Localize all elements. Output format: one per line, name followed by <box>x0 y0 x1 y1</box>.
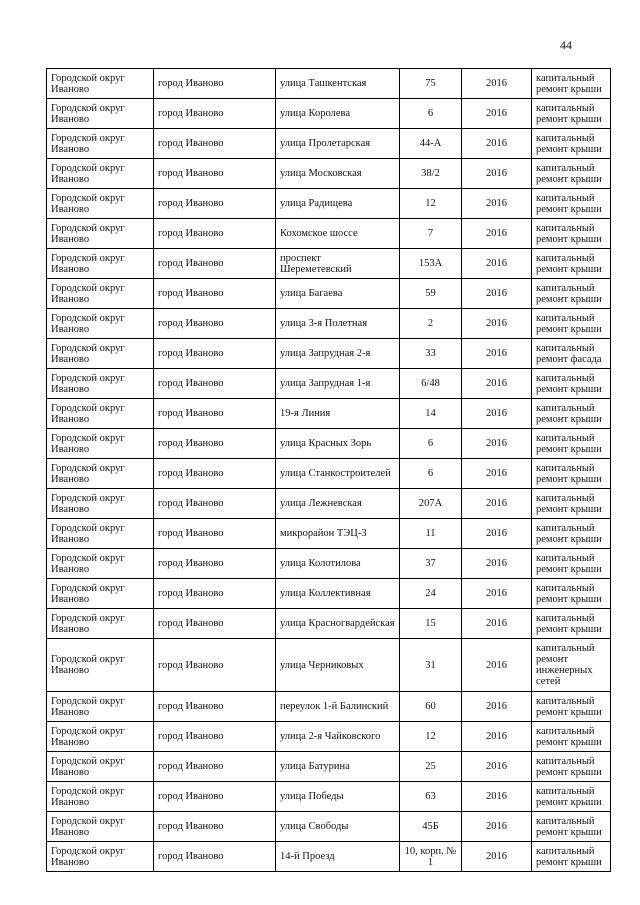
year-cell: 2016 <box>462 399 532 429</box>
year-cell: 2016 <box>462 519 532 549</box>
municipal-district-cell: Городской округ Иваново <box>47 309 154 339</box>
settlement-cell: город Иваново <box>154 189 276 219</box>
work-type-cell: капитальный ремонт крыши <box>532 549 611 579</box>
street-cell: улица Лежневская <box>276 489 400 519</box>
year-cell: 2016 <box>462 159 532 189</box>
settlement-cell: город Иваново <box>154 279 276 309</box>
municipal-district-cell: Городской округ Иваново <box>47 159 154 189</box>
table-row <box>47 249 611 279</box>
street-cell: 19-я Линия <box>276 399 400 429</box>
table-row <box>47 609 611 639</box>
year-cell: 2016 <box>462 249 532 279</box>
work-type-cell: капитальный ремонт крыши <box>532 249 611 279</box>
table-row <box>47 399 611 429</box>
municipal-district-cell: Городской округ Иваново <box>47 842 154 872</box>
house-number-cell: 45Б <box>400 812 462 842</box>
year-cell: 2016 <box>462 189 532 219</box>
table-row <box>47 782 611 812</box>
house-number-cell: 2 <box>400 309 462 339</box>
year-cell: 2016 <box>462 722 532 752</box>
year-cell: 2016 <box>462 219 532 249</box>
work-type-cell: капитальный ремонт крыши <box>532 219 611 249</box>
house-number-cell: 24 <box>400 579 462 609</box>
house-number-cell: 38/2 <box>400 159 462 189</box>
work-type-cell: капитальный ремонт крыши <box>532 399 611 429</box>
street-cell: улица Красных Зорь <box>276 429 400 459</box>
house-number-cell: 44-А <box>400 129 462 159</box>
house-number-cell: 12 <box>400 722 462 752</box>
settlement-cell: город Иваново <box>154 369 276 399</box>
year-cell: 2016 <box>462 339 532 369</box>
municipal-district-cell: Городской округ Иваново <box>47 279 154 309</box>
municipal-district-cell: Городской округ Иваново <box>47 609 154 639</box>
table-row <box>47 129 611 159</box>
work-type-cell: капитальный ремонт крыши <box>532 429 611 459</box>
year-cell: 2016 <box>462 129 532 159</box>
street-cell: улица Запрудная 2-я <box>276 339 400 369</box>
municipal-district-cell: Городской округ Иваново <box>47 579 154 609</box>
settlement-cell: город Иваново <box>154 579 276 609</box>
work-type-cell: капитальный ремонт крыши <box>532 812 611 842</box>
street-cell: улица Красногвардейская <box>276 609 400 639</box>
table-body <box>47 69 611 872</box>
street-cell: улица Батурина <box>276 752 400 782</box>
work-type-cell: капитальный ремонт крыши <box>532 579 611 609</box>
year-cell: 2016 <box>462 609 532 639</box>
work-type-cell: капитальный ремонт крыши <box>532 519 611 549</box>
settlement-cell: город Иваново <box>154 339 276 369</box>
table-row <box>47 159 611 189</box>
municipal-district-cell: Городской округ Иваново <box>47 692 154 722</box>
house-number-cell: 25 <box>400 752 462 782</box>
page-number: 44 <box>560 38 572 52</box>
year-cell: 2016 <box>462 99 532 129</box>
street-cell: улица Коллективная <box>276 579 400 609</box>
municipal-district-cell: Городской округ Иваново <box>47 812 154 842</box>
year-cell: 2016 <box>462 369 532 399</box>
street-cell: улица 2-я Чайковского <box>276 722 400 752</box>
municipal-district-cell: Городской округ Иваново <box>47 722 154 752</box>
municipal-district-cell: Городской округ Иваново <box>47 459 154 489</box>
table-row <box>47 99 611 129</box>
table-row <box>47 519 611 549</box>
work-type-cell: капитальный ремонт крыши <box>532 459 611 489</box>
year-cell: 2016 <box>462 69 532 99</box>
work-type-cell: капитальный ремонт крыши <box>532 842 611 872</box>
municipal-district-cell: Городской округ Иваново <box>47 429 154 459</box>
settlement-cell: город Иваново <box>154 842 276 872</box>
year-cell: 2016 <box>462 309 532 339</box>
settlement-cell: город Иваново <box>154 129 276 159</box>
street-cell: микрорайон ТЭЦ-3 <box>276 519 400 549</box>
street-cell: улица Запрудная 1-я <box>276 369 400 399</box>
table-row <box>47 579 611 609</box>
house-number-cell: 33 <box>400 339 462 369</box>
year-cell: 2016 <box>462 489 532 519</box>
house-number-cell: 6 <box>400 459 462 489</box>
work-type-cell: капитальный ремонт крыши <box>532 752 611 782</box>
table-row <box>47 842 611 872</box>
year-cell: 2016 <box>462 639 532 692</box>
street-cell: улица Победы <box>276 782 400 812</box>
street-cell: улица Станкостроителей <box>276 459 400 489</box>
table-row <box>47 69 611 99</box>
year-cell: 2016 <box>462 752 532 782</box>
street-cell: улица Московская <box>276 159 400 189</box>
settlement-cell: город Иваново <box>154 549 276 579</box>
settlement-cell: город Иваново <box>154 692 276 722</box>
settlement-cell: город Иваново <box>154 99 276 129</box>
year-cell: 2016 <box>462 579 532 609</box>
work-type-cell: капитальный ремонт крыши <box>532 782 611 812</box>
table-row <box>47 549 611 579</box>
municipal-district-cell: Городской округ Иваново <box>47 129 154 159</box>
settlement-cell: город Иваново <box>154 782 276 812</box>
house-number-cell: 6/48 <box>400 369 462 399</box>
house-number-cell: 6 <box>400 429 462 459</box>
street-cell: улица Свободы <box>276 812 400 842</box>
work-type-cell: капитальный ремонт крыши <box>532 722 611 752</box>
settlement-cell: город Иваново <box>154 812 276 842</box>
repair-schedule-table <box>46 68 611 872</box>
street-cell: переулок 1-й Балинский <box>276 692 400 722</box>
work-type-cell: капитальный ремонт крыши <box>532 189 611 219</box>
settlement-cell: город Иваново <box>154 69 276 99</box>
municipal-district-cell: Городской округ Иваново <box>47 399 154 429</box>
settlement-cell: город Иваново <box>154 752 276 782</box>
year-cell: 2016 <box>462 429 532 459</box>
table-row <box>47 429 611 459</box>
street-cell: улица Пролетарская <box>276 129 400 159</box>
settlement-cell: город Иваново <box>154 309 276 339</box>
municipal-district-cell: Городской округ Иваново <box>47 99 154 129</box>
municipal-district-cell: Городской округ Иваново <box>47 639 154 692</box>
work-type-cell: капитальный ремонт крыши <box>532 489 611 519</box>
house-number-cell: 63 <box>400 782 462 812</box>
municipal-district-cell: Городской округ Иваново <box>47 339 154 369</box>
settlement-cell: город Иваново <box>154 429 276 459</box>
work-type-cell: капитальный ремонт крыши <box>532 69 611 99</box>
municipal-district-cell: Городской округ Иваново <box>47 549 154 579</box>
municipal-district-cell: Городской округ Иваново <box>47 369 154 399</box>
municipal-district-cell: Городской округ Иваново <box>47 219 154 249</box>
house-number-cell: 59 <box>400 279 462 309</box>
house-number-cell: 37 <box>400 549 462 579</box>
table-row <box>47 489 611 519</box>
settlement-cell: город Иваново <box>154 459 276 489</box>
work-type-cell: капитальный ремонт крыши <box>532 369 611 399</box>
municipal-district-cell: Городской округ Иваново <box>47 782 154 812</box>
table-row <box>47 369 611 399</box>
settlement-cell: город Иваново <box>154 639 276 692</box>
street-cell: Кохомское шоссе <box>276 219 400 249</box>
settlement-cell: город Иваново <box>154 399 276 429</box>
year-cell: 2016 <box>462 812 532 842</box>
municipal-district-cell: Городской округ Иваново <box>47 489 154 519</box>
table-row <box>47 752 611 782</box>
house-number-cell: 10, корп. № 1 <box>400 842 462 872</box>
year-cell: 2016 <box>462 549 532 579</box>
house-number-cell: 75 <box>400 69 462 99</box>
table-row <box>47 339 611 369</box>
street-cell: улица Багаева <box>276 279 400 309</box>
year-cell: 2016 <box>462 279 532 309</box>
work-type-cell: капитальный ремонт инженерных сетей <box>532 639 611 692</box>
table-row <box>47 279 611 309</box>
work-type-cell: капитальный ремонт крыши <box>532 279 611 309</box>
municipal-district-cell: Городской округ Иваново <box>47 752 154 782</box>
table-row <box>47 309 611 339</box>
table-row <box>47 219 611 249</box>
year-cell: 2016 <box>462 692 532 722</box>
house-number-cell: 207А <box>400 489 462 519</box>
settlement-cell: город Иваново <box>154 519 276 549</box>
municipal-district-cell: Городской округ Иваново <box>47 519 154 549</box>
table-row <box>47 189 611 219</box>
settlement-cell: город Иваново <box>154 159 276 189</box>
year-cell: 2016 <box>462 842 532 872</box>
work-type-cell: капитальный ремонт крыши <box>532 609 611 639</box>
house-number-cell: 31 <box>400 639 462 692</box>
street-cell: 14-й Проезд <box>276 842 400 872</box>
street-cell: улица Королева <box>276 99 400 129</box>
year-cell: 2016 <box>462 782 532 812</box>
street-cell: улица 3-я Полетная <box>276 309 400 339</box>
house-number-cell: 6 <box>400 99 462 129</box>
table-row <box>47 812 611 842</box>
table-row <box>47 692 611 722</box>
settlement-cell: город Иваново <box>154 249 276 279</box>
work-type-cell: капитальный ремонт крыши <box>532 692 611 722</box>
table-row <box>47 459 611 489</box>
municipal-district-cell: Городской округ Иваново <box>47 249 154 279</box>
settlement-cell: город Иваново <box>154 489 276 519</box>
work-type-cell: капитальный ремонт крыши <box>532 129 611 159</box>
settlement-cell: город Иваново <box>154 722 276 752</box>
street-cell: улица Радищева <box>276 189 400 219</box>
street-cell: проспект Шереметевский <box>276 249 400 279</box>
settlement-cell: город Иваново <box>154 609 276 639</box>
house-number-cell: 11 <box>400 519 462 549</box>
street-cell: улица Колотилова <box>276 549 400 579</box>
year-cell: 2016 <box>462 459 532 489</box>
work-type-cell: капитальный ремонт крыши <box>532 159 611 189</box>
municipal-district-cell: Городской округ Иваново <box>47 69 154 99</box>
settlement-cell: город Иваново <box>154 219 276 249</box>
work-type-cell: капитальный ремонт фасада <box>532 339 611 369</box>
work-type-cell: капитальный ремонт крыши <box>532 99 611 129</box>
house-number-cell: 14 <box>400 399 462 429</box>
street-cell: улица Ташкентская <box>276 69 400 99</box>
house-number-cell: 12 <box>400 189 462 219</box>
municipal-district-cell: Городской округ Иваново <box>47 189 154 219</box>
house-number-cell: 60 <box>400 692 462 722</box>
work-type-cell: капитальный ремонт крыши <box>532 309 611 339</box>
table-row <box>47 639 611 692</box>
table-row <box>47 722 611 752</box>
street-cell: улица Черниковых <box>276 639 400 692</box>
house-number-cell: 153А <box>400 249 462 279</box>
house-number-cell: 7 <box>400 219 462 249</box>
house-number-cell: 15 <box>400 609 462 639</box>
